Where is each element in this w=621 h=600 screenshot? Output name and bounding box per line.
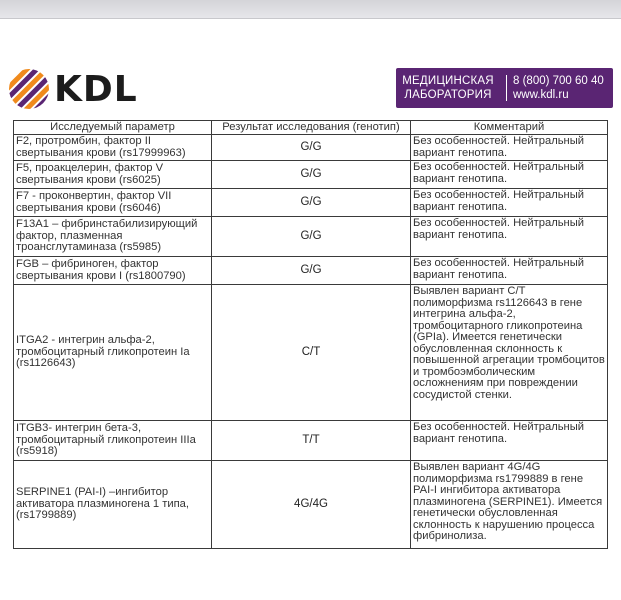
- table-row: [14, 135, 608, 161]
- table-row: [14, 217, 608, 257]
- banner-line1: МЕДИЦИНСКАЯ: [402, 75, 494, 87]
- lab-banner: [396, 68, 613, 108]
- banner-title: [396, 74, 500, 102]
- row-parameter: F5, проакцелерин, фактор V свертывания крови (rs6025): [14, 161, 212, 189]
- row-result: G/G: [212, 161, 411, 189]
- row-comment: Выявлен вариант 4G/4G полиморфизма rs1799889 в гене PAI-I ингибитора активатора плазминогена (SERPINE1). Имеется генетически обусловленная склонность к нарушению процесса фибринолиза.: [411, 461, 608, 549]
- row-result: T/T: [212, 421, 411, 461]
- row-parameter: SERPINE1 (PAI-I) –ингибитор активатора плазминогена 1 типа, (rs1799889): [14, 461, 212, 549]
- row-result: G/G: [212, 257, 411, 285]
- table-row: [14, 421, 608, 461]
- results-table: [13, 120, 608, 549]
- kdl-logo-icon: [8, 68, 50, 110]
- row-result: 4G/4G: [212, 461, 411, 549]
- row-result: G/G: [212, 217, 411, 257]
- header-result: Результат исследования (генотип): [212, 121, 411, 135]
- row-comment: Выявлен вариант C/T полиморфизма rs1126643 в гене интегрина альфа-2, тромбоцитарного гликопротеина (GPIa). Имеется генетически обусловленная склонность к повышенной агрегации тромбоцитов и тромбоэмболическим осложнениям при повреждении сосудистой стенки.: [411, 285, 608, 421]
- table-row: [14, 257, 608, 285]
- kdl-logo: [8, 68, 168, 112]
- row-parameter: FGB – фибриноген, фактор свертывания крови I (rs1800790): [14, 257, 212, 285]
- banner-contacts: [513, 74, 604, 102]
- browser-top-bar: [0, 0, 621, 19]
- logo-wordmark: KDL: [54, 69, 138, 110]
- row-result: G/G: [212, 189, 411, 217]
- row-comment: Без особенностей. Нейтральный вариант генотипа.: [411, 161, 608, 189]
- header-comment: Комментарий: [411, 121, 608, 135]
- row-parameter: F7 - проконвертин, фактор VII свертывания крови (rs6046): [14, 189, 212, 217]
- row-comment: Без особенностей. Нейтральный вариант генотипа.: [411, 421, 608, 461]
- row-parameter: ITGB3- интегрин бета-3, тромбоцитарный гликопротеин IIIa (rs5918): [14, 421, 212, 461]
- row-comment: Без особенностей. Нейтральный вариант генотипа.: [411, 189, 608, 217]
- banner-phone: 8 (800) 700 60 40: [513, 75, 604, 87]
- row-result: C/T: [212, 285, 411, 421]
- table-row: [14, 189, 608, 217]
- banner-divider: [506, 75, 507, 101]
- row-comment: Без особенностей. Нейтральный вариант генотипа.: [411, 135, 608, 161]
- row-parameter: ITGA2 - интегрин альфа-2, тромбоцитарный гликопротеин Ia (rs1126643): [14, 285, 212, 421]
- row-parameter: F2, протромбин, фактор II свертывания крови (rs17999963): [14, 135, 212, 161]
- header-parameter: Исследуемый параметр: [14, 121, 212, 135]
- row-result: G/G: [212, 135, 411, 161]
- table-header-row: [14, 121, 608, 135]
- banner-line2: ЛАБОРАТОРИЯ: [404, 89, 492, 101]
- row-comment: Без особенностей. Нейтральный вариант генотипа.: [411, 257, 608, 285]
- table-row: [14, 161, 608, 189]
- table-row: [14, 285, 608, 421]
- row-comment: Без особенностей. Нейтральный вариант генотипа.: [411, 217, 608, 257]
- row-parameter: F13A1 – фибринстабилизирующий фактор, плазменная трoансглутаминаза (rs5985): [14, 217, 212, 257]
- table-row: [14, 461, 608, 549]
- banner-site: www.kdl.ru: [513, 89, 569, 101]
